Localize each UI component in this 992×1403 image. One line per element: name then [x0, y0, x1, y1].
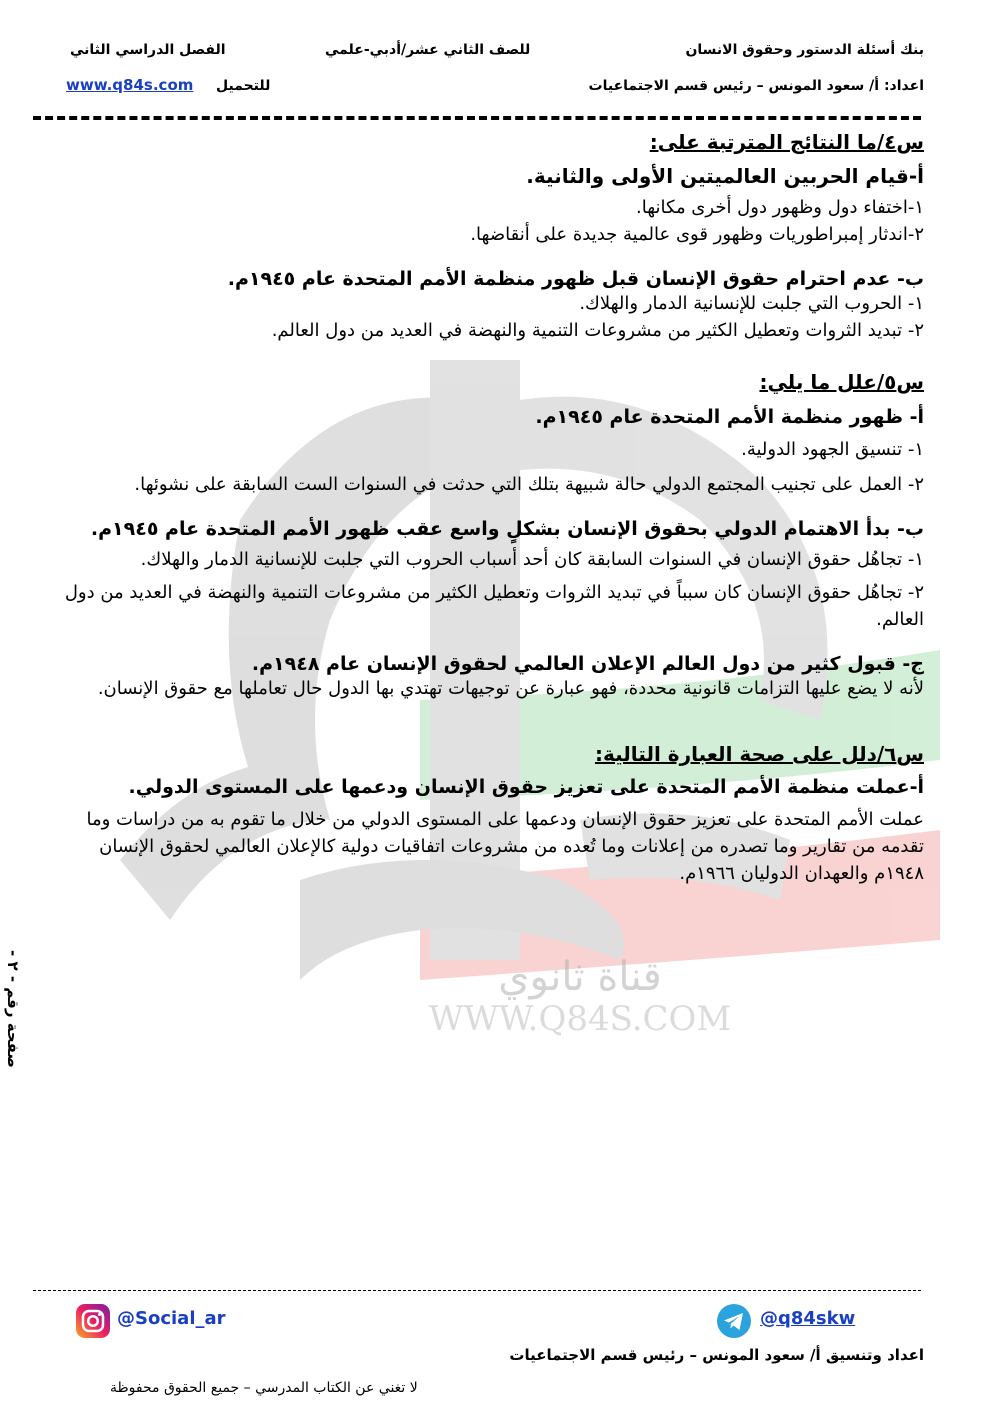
header-author: اعداد: أ/ سعود المونس – رئيس قسم الاجتماعيات: [588, 78, 924, 94]
q5-a-title: أ- ظهور منظمة الأمم المتحدة عام ١٩٤٥م.: [535, 406, 924, 428]
instagram-handle[interactable]: @Social_ar: [117, 1308, 226, 1329]
header-semester: الفصل الدراسي الثاني: [70, 42, 226, 58]
q4-title: س٤/ما النتائج المترتبة على:: [649, 130, 924, 154]
q6-a-text: عملت الأمم المتحدة على تعزيز حقوق الإنسان ودعمها على المستوى الدولي من خلال ما تقوم به من دراسات وما تقدمه من تقارير وما تصدره من إعلانات وما تُعده من مشروعات اتفاقيات دولية كالإعلان العالمي لحقوق الإنسان ١٩٤٨م والعهدان الدوليان ١٩٦٦م.: [86, 809, 924, 884]
q5-title: س٥/علل ما يلي:: [759, 370, 924, 394]
q4-a-item-1: ١-اختفاء دول وظهور دول أخرى مكانها.: [636, 197, 924, 218]
footer-credit: اعداد وتنسيق أ/ سعود المونس – رئيس قسم الاجتماعيات: [509, 1346, 924, 1364]
website-link[interactable]: www.q84s.com: [66, 76, 194, 94]
telegram-handle[interactable]: @q84skw: [760, 1308, 856, 1329]
q5-a-item-1: ١- تنسيق الجهود الدولية.: [741, 439, 924, 460]
q6-title: س٦/دلل على صحة العبارة التالية:: [594, 742, 924, 766]
q5-c-text: لأنه لا يضع عليها التزامات قانونية محددة، فهو عبارة عن توجيهات تهتدي بها الدول حال تعاملها مع حقوق الإنسان.: [97, 678, 924, 699]
telegram-icon[interactable]: [716, 1303, 752, 1339]
main-content: [64, 126, 924, 887]
q4-b-title: ب- عدم احترام حقوق الإنسان قبل ظهور منظمة الأمم المتحدة عام ١٩٤٥م.: [227, 268, 924, 290]
watermark-text-en: WWW.Q84S.COM: [428, 999, 732, 1039]
q5-b-item-2: ٢- تجاهُل حقوق الإنسان كان سبباً في تبديد الثروات وتعطيل الكثير من مشروعات التنمية والنهضة في العديد من دول العالم.: [64, 582, 924, 630]
q4-a-item-2: ٢-اندثار إمبراطوريات وظهور قوى عالمية جديدة على أنقاضها.: [470, 224, 924, 245]
q5-c-title: ج- قبول كثير من دول العالم الإعلان العالمي لحقوق الإنسان عام ١٩٤٨م.: [251, 653, 924, 675]
watermark-text-ar: قناة ثانوي: [498, 954, 662, 1000]
footer-divider: [33, 1290, 921, 1291]
q5-b-item-1: ١- تجاهُل حقوق الإنسان في السنوات السابقة كان أحد أسباب الحروب التي جلبت للإنسانية الدمار والهلاك.: [140, 549, 924, 570]
page-number: صفحة رقم - ٢ -: [4, 950, 22, 1068]
footer-note: لا تغني عن الكتاب المدرسي – جميع الحقوق محفوظة: [110, 1380, 418, 1396]
instagram-icon[interactable]: [75, 1303, 111, 1339]
header-grade: للصف الثاني عشر/أدبي-علمي: [325, 42, 531, 58]
q5-b-title: ب- بدأ الاهتمام الدولي بحقوق الإنسان بشكلٍ واسع عقب ظهور الأمم المتحدة عام ١٩٤٥م.: [90, 518, 924, 540]
q4-a-title: أ-قيام الحربين العالميتين الأولى والثانية.: [526, 164, 924, 188]
q6-a-title: أ-عملت منظمة الأمم المتحدة على تعزيز حقوق الإنسان ودعمها على المستوى الدولي.: [128, 776, 924, 798]
q4-b-item-1: ١- الحروب التي جلبت للإنسانية الدمار والهلاك.: [579, 293, 924, 314]
header-title: بنك أسئلة الدستور وحقوق الانسان: [685, 42, 924, 58]
header-divider: [33, 116, 921, 120]
q5-a-item-2: ٢- العمل على تجنيب المجتمع الدولي حالة شبيهة بتلك التي حدثت في السنوات الست السابقة على نشوئها.: [134, 474, 924, 495]
q4-b-item-2: ٢- تبديد الثروات وتعطيل الكثير من مشروعات التنمية والنهضة في العديد من دول العالم.: [271, 320, 924, 341]
download-label: للتحميل: [216, 78, 271, 94]
